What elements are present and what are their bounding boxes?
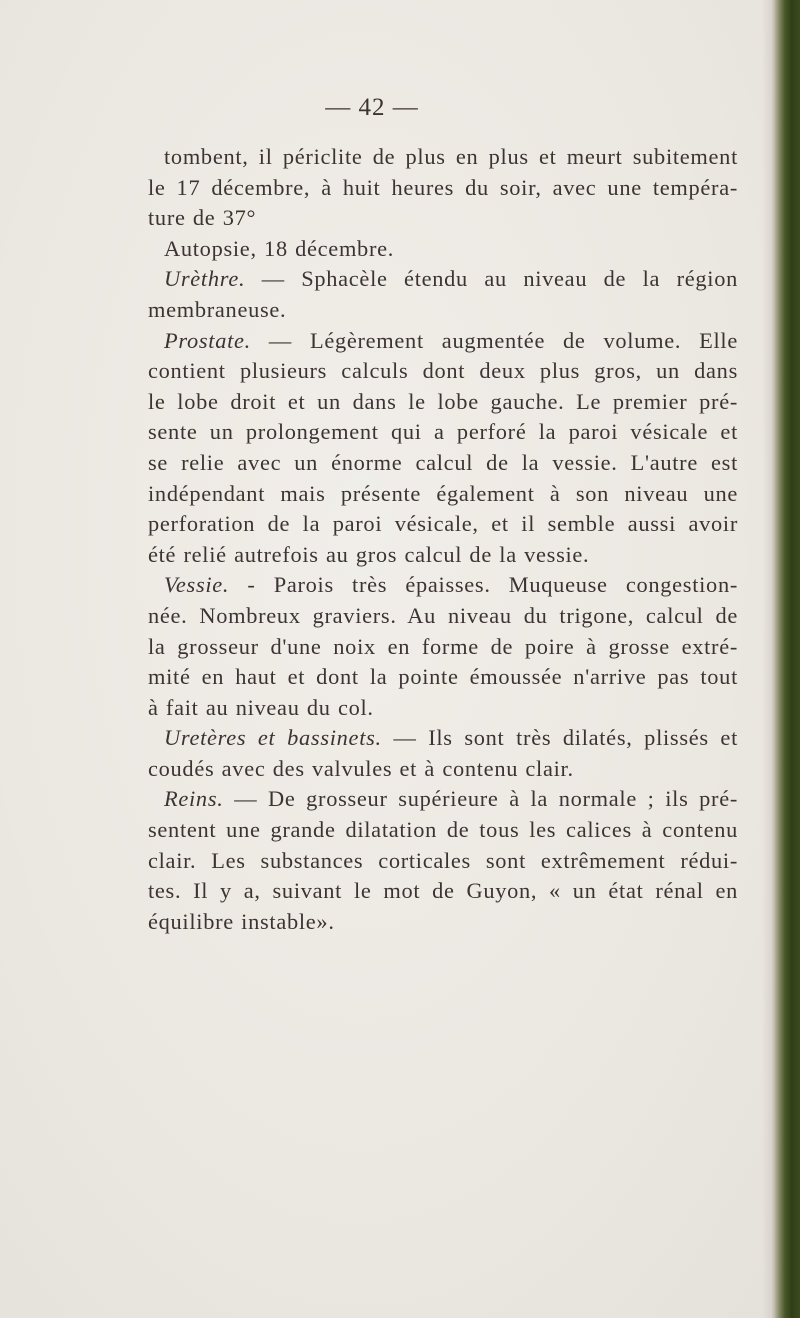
line-text: équilibre instable». — [148, 908, 335, 934]
paragraph — [148, 234, 738, 265]
section-heading: Prostate. — [164, 327, 251, 353]
line-text: — Ils sont très dilatés, plissés et — [381, 725, 738, 751]
text-line — [148, 632, 738, 663]
line-text: le lobe droit et un dans le lobe gauche. Le premier pré- — [148, 388, 738, 414]
text-line — [148, 234, 738, 265]
line-text: — De grosseur supérieure à la normale ; ils pré- — [223, 786, 738, 812]
text-line — [148, 846, 738, 877]
paragraph — [148, 326, 738, 571]
text-line — [148, 754, 738, 785]
text-line — [148, 570, 738, 601]
line-text: indépendant mais présente également à son niveau une — [148, 480, 738, 506]
line-text: sente un prolongement qui a perforé la paroi vésicale et — [148, 419, 738, 445]
line-text: ture de 37° — [148, 205, 257, 231]
text-line — [148, 387, 738, 418]
line-text: née. Nombreux graviers. Au niveau du trigone, calcul de — [148, 602, 738, 628]
text-line — [148, 907, 738, 938]
paragraph — [148, 264, 738, 325]
text-line — [148, 295, 738, 326]
line-text: se relie avec un énorme calcul de la vessie. L'autre est — [148, 449, 738, 475]
text-line — [148, 876, 738, 907]
text-line — [148, 173, 738, 204]
paragraph — [148, 142, 738, 234]
line-text: Autopsie, 18 décembre. — [164, 235, 395, 261]
text-line — [148, 479, 738, 510]
section-heading: Vessie. — [164, 572, 230, 598]
line-text: sentent une grande dilatation de tous les calices à contenu — [148, 817, 738, 843]
line-text: membraneuse. — [148, 296, 287, 322]
text-line — [148, 509, 738, 540]
page-number: — 42 — — [325, 94, 419, 121]
line-text: clair. Les substances corticales sont extrêmement rédui- — [148, 847, 738, 873]
text-line — [148, 326, 738, 357]
line-text: mité en haut et dont la pointe émoussée n'arrive pas tout — [148, 664, 738, 690]
line-text: coudés avec des valvules et à contenu clair. — [148, 755, 574, 781]
text-line — [148, 784, 738, 815]
text-line — [148, 723, 738, 754]
paragraph — [148, 570, 738, 723]
paragraph — [148, 723, 738, 784]
text-line — [148, 142, 738, 173]
text-line — [148, 356, 738, 387]
line-text: le 17 décembre, à huit heures du soir, avec une tempéra- — [148, 174, 738, 200]
line-text: — Légèrement augmentée de volume. Elle — [250, 327, 738, 353]
line-text: contient plusieurs calculs dont deux plus gros, un dans — [148, 358, 738, 384]
body-text — [148, 142, 738, 937]
line-text: tombent, il périclite de plus en plus et meurt subitement — [164, 144, 738, 169]
section-heading: Reins. — [164, 786, 224, 812]
text-line — [148, 264, 738, 295]
line-text: tes. Il y a, suivant le mot de Guyon, « un état rénal en — [148, 878, 738, 904]
line-text: été relié autrefois au gros calcul de la vessie. — [148, 541, 590, 567]
page-edge-binding — [772, 0, 800, 1318]
text-line — [148, 693, 738, 724]
text-line — [148, 662, 738, 693]
text-line — [148, 815, 738, 846]
section-heading: Urèthre. — [164, 266, 246, 292]
line-text: - Parois très épaisses. Muqueuse congestion- — [229, 572, 738, 598]
line-text: perforation de la paroi vésicale, et il semble aussi avoir — [148, 511, 738, 537]
text-line — [148, 417, 738, 448]
text-line — [148, 448, 738, 479]
paragraph — [148, 784, 738, 937]
text-line — [148, 540, 738, 571]
text-line — [148, 203, 738, 234]
text-line — [148, 601, 738, 632]
section-heading: Uretères et bassinets. — [164, 725, 382, 751]
line-text: — Sphacèle étendu au niveau de la région — [245, 266, 738, 292]
line-text: la grosseur d'une noix en forme de poire à grosse extré- — [148, 633, 738, 659]
line-text: à fait au niveau du col. — [148, 694, 374, 720]
